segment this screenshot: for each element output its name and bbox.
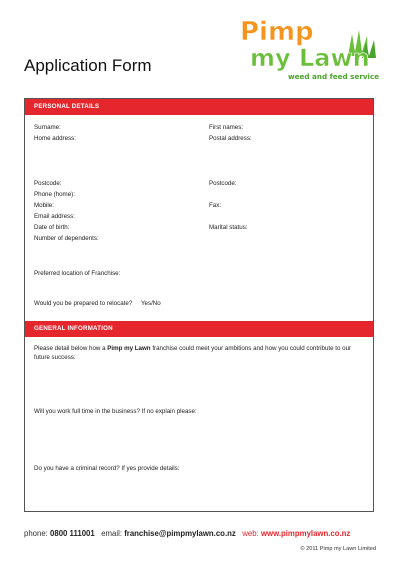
relocate-options: Yes/No bbox=[141, 300, 161, 307]
email-link[interactable]: franchise@pimpmylawn.co.nz bbox=[124, 529, 236, 538]
dependents-label: Number of dependents: bbox=[34, 235, 99, 242]
full-time-question: Will you work full time in the business? If no explain please: bbox=[34, 408, 197, 415]
ambitions-question bbox=[34, 345, 364, 362]
logo-graphic bbox=[236, 12, 384, 90]
postcode-postal-label: Postcode: bbox=[209, 180, 237, 187]
phone-number: 0800 111001 bbox=[50, 529, 95, 538]
postcode-home-label: Postcode: bbox=[34, 180, 62, 187]
ambitions-question-end: franchise could meet your ambitions and how you could contribute to our future success: bbox=[34, 345, 352, 361]
phone-label: phone: bbox=[24, 529, 48, 538]
web-label: web: bbox=[242, 529, 259, 538]
surname-label: Surname: bbox=[34, 124, 61, 131]
fax-label: Fax: bbox=[209, 202, 222, 209]
company-logo bbox=[236, 12, 384, 90]
ambitions-question-start: Please detail below how a bbox=[34, 345, 108, 352]
email-label: Email address: bbox=[34, 213, 75, 220]
section-header-personal-details: PERSONAL DETAILS bbox=[25, 99, 373, 115]
application-form bbox=[24, 98, 374, 512]
marital-status-label: Marital status: bbox=[209, 224, 248, 231]
phone-home-label: Phone (home): bbox=[34, 191, 75, 198]
criminal-record-question: Do you have a criminal record? If yes provide details: bbox=[34, 465, 180, 472]
brand-name: Pimp my Lawn bbox=[107, 345, 151, 352]
home-address-label: Home address: bbox=[34, 135, 76, 142]
section-header-general-information: GENERAL INFORMATION bbox=[25, 321, 373, 337]
postal-address-label: Postal address: bbox=[209, 135, 252, 142]
copyright-notice: © 2011 Pimp my Lawn Limited bbox=[300, 546, 376, 552]
first-names-label: First names: bbox=[209, 124, 244, 131]
contact-footer bbox=[24, 529, 376, 538]
mobile-label: Mobile: bbox=[34, 202, 54, 209]
relocate-question: Would you be prepared to relocate? bbox=[34, 300, 133, 307]
logo-tagline: weed and feed service bbox=[288, 72, 380, 81]
logo-word-line2: my Lawn bbox=[250, 44, 370, 72]
email-footer-label: email: bbox=[101, 529, 123, 538]
date-of-birth-label: Date of birth: bbox=[34, 224, 70, 231]
logo-word-line1: Pimp bbox=[240, 17, 314, 47]
page-title: Application Form bbox=[24, 56, 152, 75]
website-link[interactable]: www.pimpmylawn.co.nz bbox=[260, 529, 351, 538]
preferred-location-label: Preferred location of Franchise: bbox=[34, 270, 121, 277]
